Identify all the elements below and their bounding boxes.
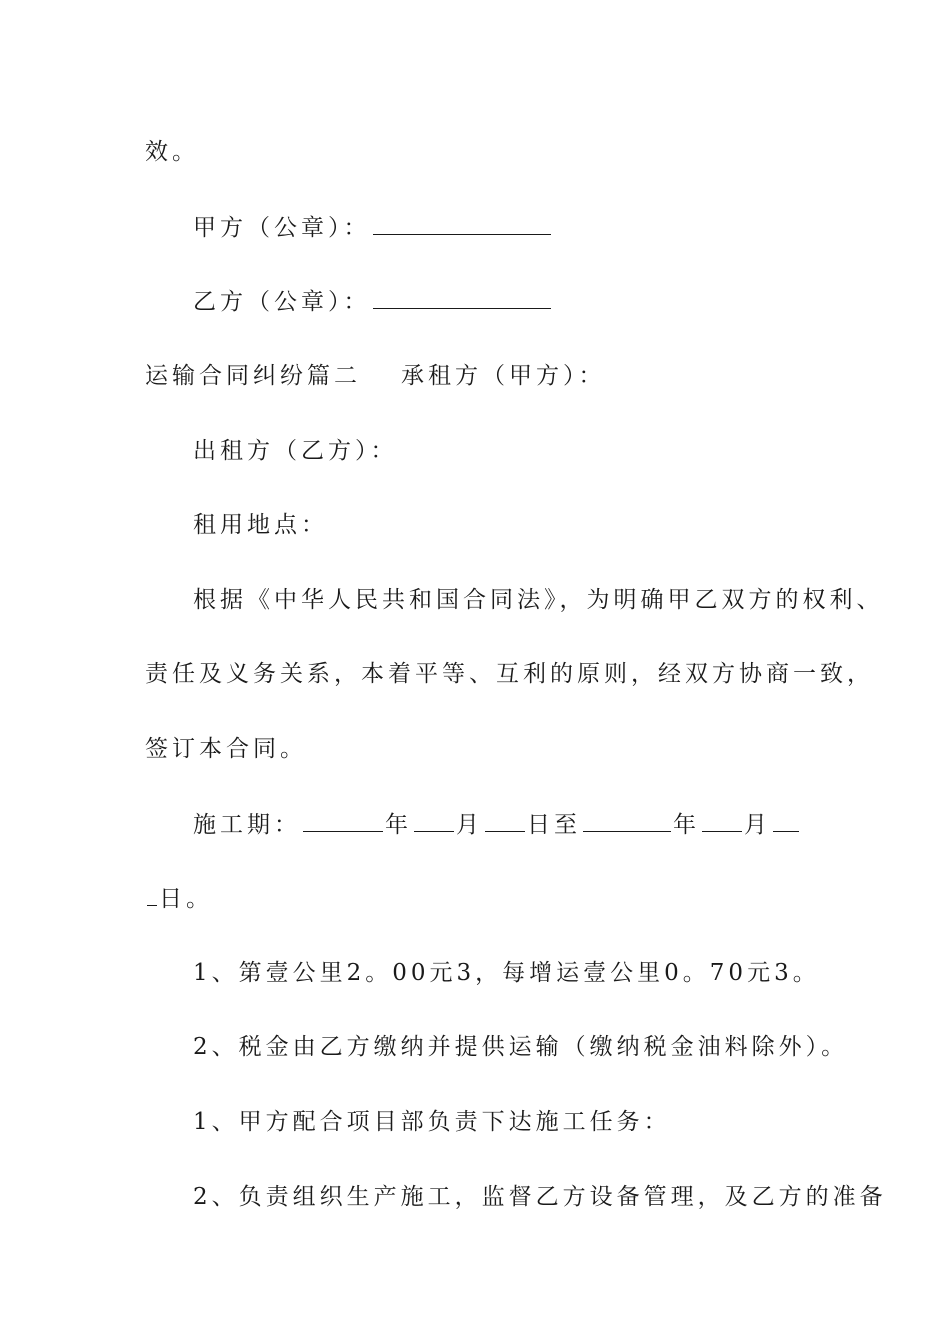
month-label: 月 (744, 812, 771, 838)
list-item: 1、甲方配合项目部负责下达施工任务： (193, 1109, 671, 1135)
year-label: 年 (385, 812, 412, 838)
paragraph-line: 责任及义务关系，本着平等、互利的原则，经双方协商一致， (145, 661, 874, 687)
day-to-label: 日至 (527, 812, 581, 838)
end-month-blank (702, 809, 742, 832)
paragraph-line: 根据《中华人民共和国合同法》，为明确甲乙双方的权利、 (193, 587, 884, 613)
day-end-label: 日。 (159, 886, 213, 912)
end-day-blank-cont (147, 883, 157, 906)
party-b-seal-line (193, 286, 553, 317)
party-b-seal-label: 乙方（公章）： (193, 289, 371, 315)
construction-period-end-line (145, 883, 213, 914)
section-heading: 运输合同纠纷篇二 (145, 363, 361, 389)
start-year-blank (303, 809, 383, 832)
start-day-blank (485, 809, 525, 832)
section-heading-line (145, 361, 606, 391)
party-a-seal-line (193, 212, 553, 243)
year-label: 年 (673, 812, 700, 838)
end-day-blank (773, 809, 799, 832)
lessor-label: 出租方（乙方）： (193, 438, 398, 464)
paragraph-line: 签订本合同。 (145, 736, 307, 762)
construction-period-line (193, 809, 801, 840)
location-label: 租用地点： (193, 512, 328, 538)
lessee-label: 承租方（甲方）： (401, 363, 606, 389)
month-label: 月 (456, 812, 483, 838)
party-b-signature-blank (373, 286, 551, 309)
list-item: 1、第壹公里2。00元3，每增运壹公里0。70元3。 (193, 960, 820, 986)
start-month-blank (414, 809, 454, 832)
list-item: 2、税金由乙方缴纳并提供运输（缴纳税金油料除外）。 (193, 1034, 849, 1060)
period-label: 施工期： (193, 812, 301, 838)
end-year-blank (583, 809, 671, 832)
list-item: 2、负责组织生产施工，监督乙方设备管理，及乙方的准备 (193, 1184, 887, 1210)
party-a-signature-blank (373, 212, 551, 235)
text-line: 效。 (145, 139, 199, 165)
party-a-seal-label: 甲方（公章）： (193, 215, 371, 241)
